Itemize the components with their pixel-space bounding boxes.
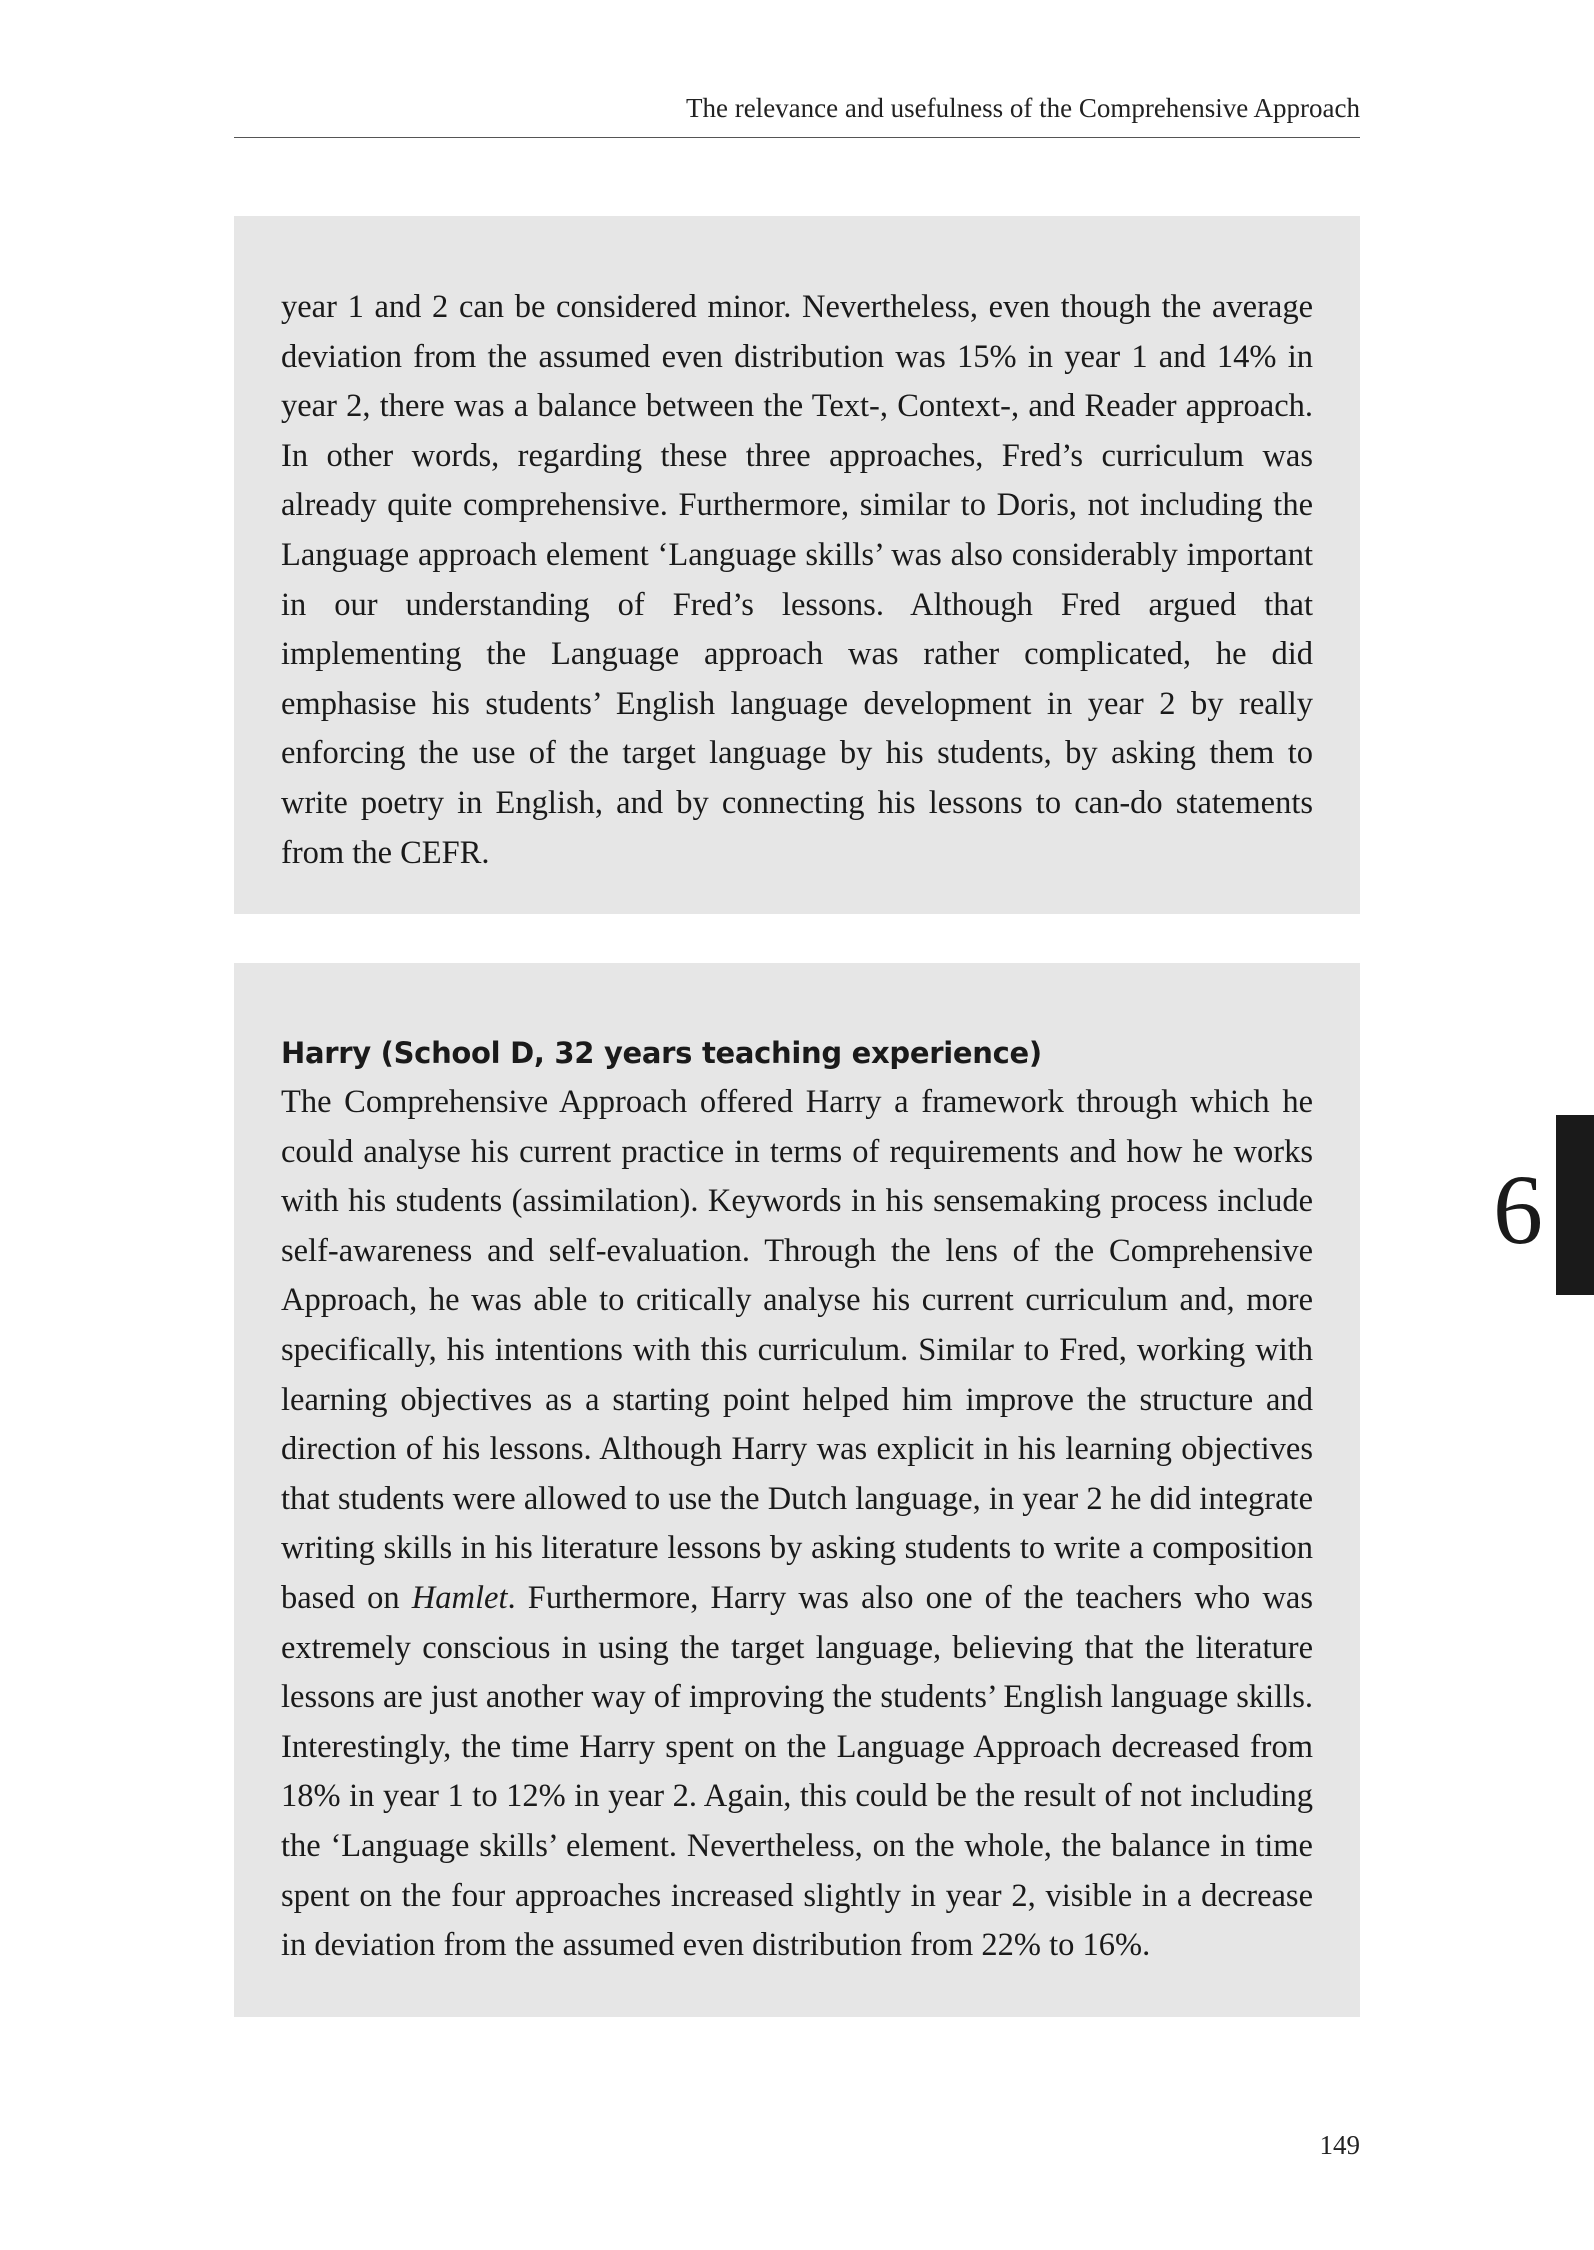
text-box-harry: [234, 963, 1360, 2017]
paragraph-text-continued: . Furthermore, Harry was also one of the teachers who was extremely conscious in using the target language, believing that the literature lessons are just another way of improving the students’ English language skills. Interestingly, the time Harry spent on the Language Approach decreased from 18% in year 1 to 12% in year 2. Again, this could be the result of not including the ‘Language skills’ element. Nevertheless, on the whole, the balance in time spent on the four approaches increased slightly in year 2, visible in a decrease in deviation from the assumed even distribution from 22% to 16%.: [281, 1579, 1314, 1964]
paragraph-text: The Comprehensive Approach offered Harry a framework through which he could analyse his current practice in terms of requirements and how he works with his students (assimilation). Keywords in his sensemaking process include self-awareness and self-evaluation. Through the lens of the Comprehensive Approach, he was able to critically analyse his current curriculum and, more specifically, his intentions with this curriculum. Similar to Fred, working with learning objectives as a starting point helped him improve the structure and direction of his lessons. Although Harry was explicit in his learning objectives that students were allowed to use the Dutch language, in year 2 he did integrate writing skills in his literature lessons by asking students to write a composition based on: [281, 1084, 1313, 1616]
box-paragraph: [281, 1078, 1313, 1971]
running-title: The relevance and usefulness of the Comprehensive Approach: [685, 93, 1360, 123]
chapter-tab: [1556, 1115, 1594, 1295]
box-heading: Harry (School D, 32 years teaching experience): [281, 1036, 1042, 1070]
running-header: [234, 90, 1360, 138]
page-number: 149: [1319, 2130, 1360, 2160]
text-box-fred-continued: [234, 216, 1360, 914]
chapter-number: 6: [1493, 1154, 1543, 1265]
title-italic: Hamlet: [411, 1579, 508, 1616]
box-paragraph: year 1 and 2 can be considered minor. Nevertheless, even though the average deviation from the assumed even distribution was 15% in year 1 and 14% in year 2, there was a balance between the Text-, Context-, and Reader approach. In other words, regarding these three approaches, Fred’s curriculum was already quite comprehensive. Furthermore, similar to Doris, not including the Language approach element ‘Language skills’ was also considerably important in our understanding of Fred’s lessons. Although Fred argued that implementing the Language approach was rather complicated, he did emphasise his students’ English language development in year 2 by really enforcing the use of the target language by his students, by asking them to write poetry in English, and by connecting his lessons to can-do statements from the CEFR.: [281, 289, 1313, 871]
